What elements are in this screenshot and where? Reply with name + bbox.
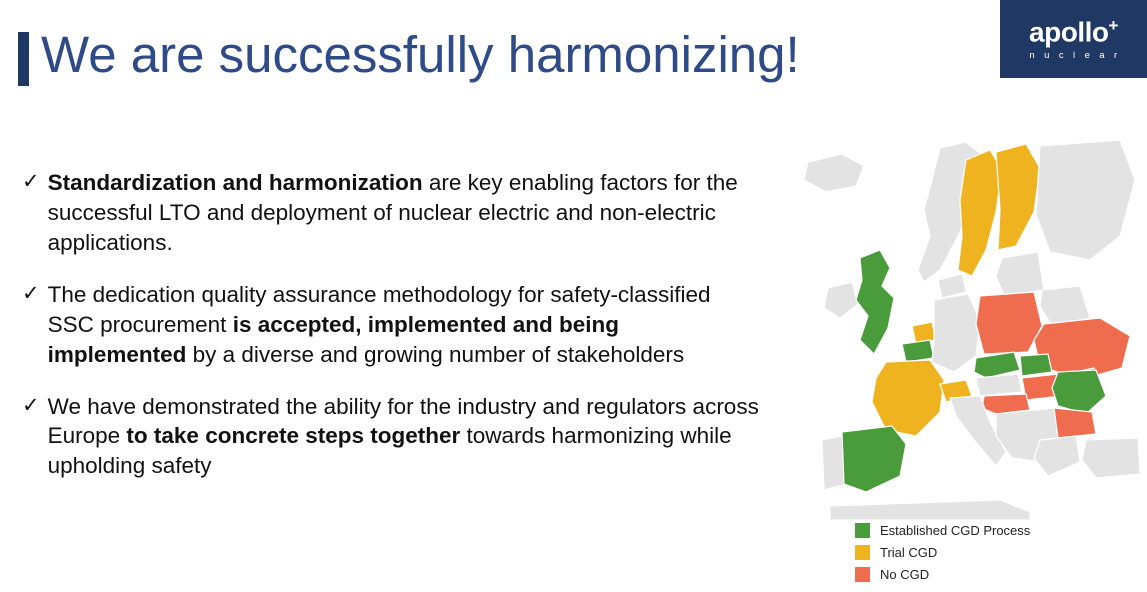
bullet-bold-segment: Standardization and harmonization: [47, 170, 423, 195]
country-denmark: [938, 274, 966, 298]
map-svg: [790, 140, 1140, 520]
country-russia: [1036, 140, 1135, 260]
country-greece: [1034, 436, 1080, 476]
legend-swatch-green: [855, 523, 870, 538]
list-item: [22, 392, 762, 482]
bullet-text-2: [48, 280, 762, 370]
logo-wordmark: [1029, 17, 1118, 46]
legend-item-established: [855, 523, 1095, 538]
legend-label: Established CGD Process: [880, 523, 1031, 538]
title-accent-bar: [18, 32, 29, 86]
logo-plus-icon: +: [1108, 15, 1118, 35]
bullet-text-3: [48, 392, 762, 482]
bullet-text-1: [48, 168, 762, 258]
bullet-plain-segment: towards harmonizing while upholding safety: [47, 423, 732, 479]
europe-cgd-map: [790, 140, 1140, 520]
country-united-kingdom: [856, 250, 894, 354]
country-baltics: [996, 252, 1044, 296]
country-austria: [976, 374, 1022, 396]
logo-name: apollo: [1029, 16, 1109, 48]
map-legend: [855, 523, 1095, 589]
legend-item-trial: [855, 545, 1095, 560]
legend-label: No CGD: [880, 567, 930, 582]
page-title: We are successfully harmonizing!: [41, 26, 800, 83]
bullet-plain-segment: We have demonstrated the ability for the industry and regulators across Europe: [47, 393, 759, 449]
country-north-africa: [830, 500, 1030, 520]
country-germany: [932, 294, 980, 372]
country-ireland: [824, 282, 858, 318]
country-belgium: [902, 340, 934, 362]
legend-swatch-orange: [855, 567, 870, 582]
country-bulgaria: [1054, 408, 1096, 438]
country-iceland: [804, 154, 864, 192]
legend-label: Trial CGD: [880, 545, 938, 560]
country-finland: [996, 144, 1040, 250]
bullet-list: [22, 168, 762, 503]
country-spain: [842, 426, 906, 492]
check-icon: ✓: [22, 393, 40, 417]
country-turkey: [1082, 438, 1140, 478]
apollo-nuclear-logo: [1000, 0, 1147, 78]
country-slovakia: [1020, 354, 1052, 376]
check-icon: ✓: [22, 170, 40, 193]
list-item: [22, 280, 762, 370]
country-poland: [976, 292, 1042, 354]
check-icon: ✓: [22, 281, 40, 305]
bullet-plain-segment: The dedication quality assurance methodology for safety-classified SSC procurement: [47, 281, 711, 337]
country-france: [872, 360, 944, 436]
country-romania: [1052, 370, 1106, 414]
bullet-bold-segment: to take concrete steps together: [126, 423, 461, 449]
bullet-bold-segment: is accepted, implemented and being implemented: [47, 311, 620, 367]
country-sweden: [958, 150, 1002, 276]
bullet-plain-segment: by a diverse and growing number of stakeholders: [186, 341, 685, 367]
logo-subtitle: n u c l e a r: [1029, 50, 1121, 62]
list-item: [22, 168, 762, 258]
legend-item-none: [855, 567, 1095, 582]
legend-swatch-yellow: [855, 545, 870, 560]
slide-title-row: [18, 28, 800, 86]
bullet-plain-segment: are key enabling factors for the successful LTO and deployment of nuclear electric and non-electric applications.: [47, 170, 738, 255]
